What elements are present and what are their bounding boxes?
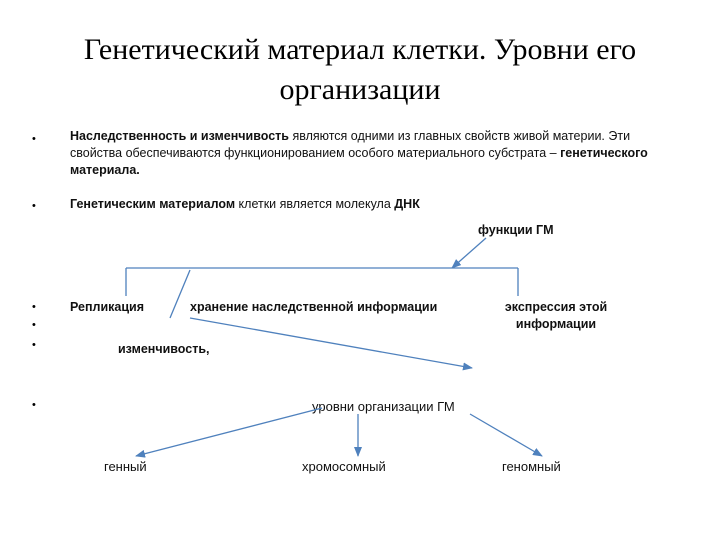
level-gene: генный (104, 459, 147, 474)
arrow-to-genome-level (470, 414, 542, 456)
arrow-to-gene-level (136, 408, 322, 456)
bullet-2: • (32, 200, 36, 212)
function-expression-line-2: информации (515, 317, 597, 331)
dna-term: ДНК (394, 197, 420, 211)
arrow-group (126, 238, 542, 456)
function-replication: Репликация (70, 300, 145, 314)
functions-header: функции ГМ (478, 223, 554, 237)
genetic-material-term-2: Генетическим материалом (70, 197, 236, 211)
arrow-to-storage (170, 270, 190, 318)
genetic-material-term: генетического материала. (70, 146, 648, 177)
dna-text: клетки является молекула (235, 197, 395, 211)
arrow-functions-header (452, 238, 486, 268)
heredity-term: Наследственность и изменчивость (70, 129, 289, 143)
heredity-text: являются одними из главных свойств живой материи. Эти свойства обеспечиваются функционированием особого материального субстрата – (70, 129, 631, 160)
level-chromosome: хромосомный (302, 459, 386, 474)
slide-title-line-1: Генетический материал клетки. Уровни его (83, 33, 637, 66)
bullet-3: • (32, 301, 36, 313)
arrow-to-variability-branch (190, 318, 472, 368)
slide-title-line-2: организации (279, 73, 441, 106)
levels-header: уровни организации ГМ (312, 399, 455, 414)
bullet-5: • (32, 339, 36, 351)
bullet-1: • (32, 133, 36, 145)
level-genome: геномный (502, 459, 561, 474)
bullet-6: • (32, 399, 36, 411)
bullet-4: • (32, 319, 36, 331)
function-expression-line-1: экспрессия этой (504, 300, 608, 314)
function-storage: хранение наследственной информации (190, 300, 438, 314)
function-variability: изменчивость, (118, 342, 210, 356)
